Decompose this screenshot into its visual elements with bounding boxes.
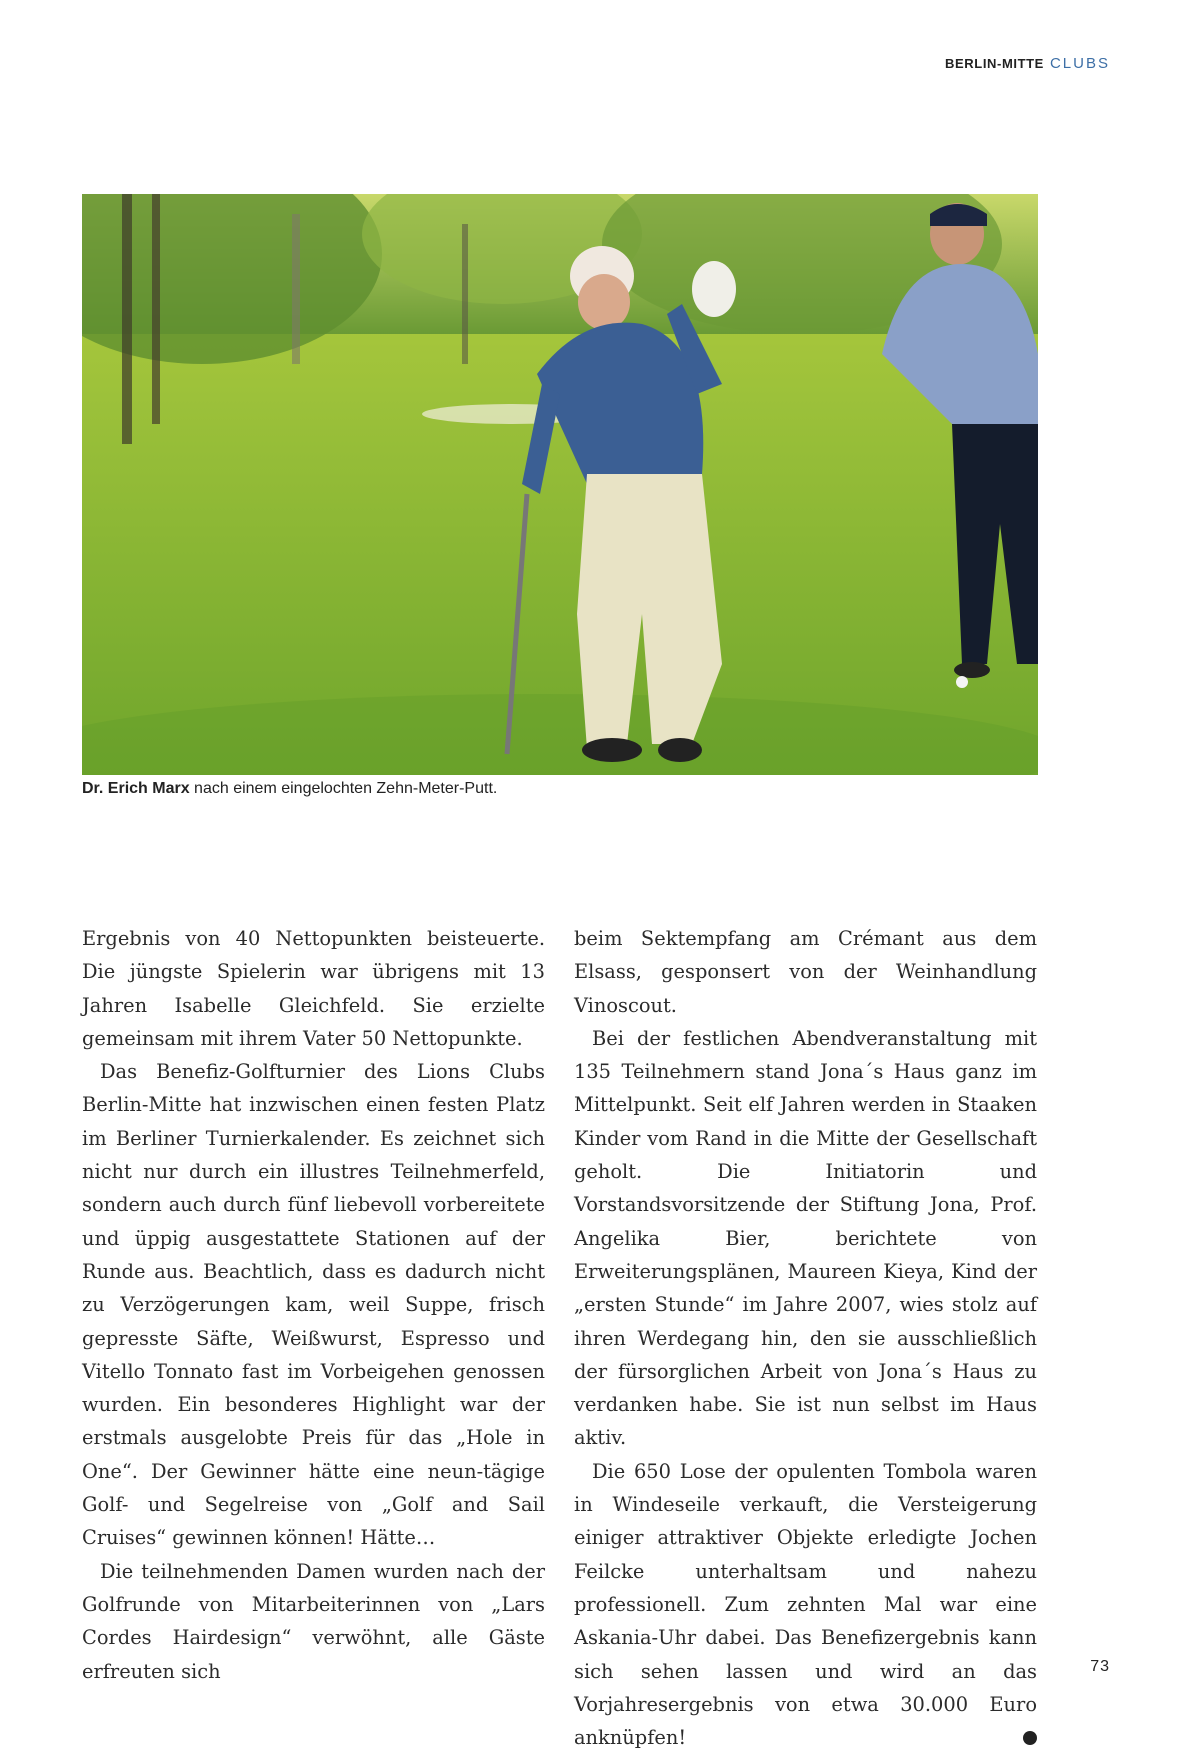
paragraph bbox=[574, 1455, 1048, 1754]
paragraph: Das Benefiz-Golfturnier des Lions Clubs Berlin-Mitte hat inzwischen einen festen Platz im Berliner Turnierkalender. Es zeichnet sich nicht nur durch ein illustres Teilnehmerfeld, sondern auch durch fünf liebevoll vorbereitete und üppig ausgestattete Stationen auf der Runde aus. Beachtlich, dass es dadurch nicht zu Verzögerungen kam, weil Suppe, frisch gepresste Säfte, Weißwurst, Espresso und Vitello Tonnato fast im Vorbeigehen genossen wurden. Ein besonderes Highlight war der erstmals ausgelobte Preis für das „Hole in One“. Der Gewinner hätte eine neun-tägige Golf- und Segelreise von „Golf and Sail Cruises“ gewinnen können! Hätte… bbox=[82, 1060, 545, 1550]
category-label: CLUBS bbox=[1049, 55, 1110, 72]
article-column-right bbox=[574, 922, 1048, 1754]
paragraph-text: Die 650 Lose der opulenten Tombola waren in Windeseile verkauft, die Versteigerung einiger attraktiver Objekte erledigte Jochen Feilcke unterhaltsam und nahezu professionell. Zum zehnten Mal war eine Askania-Uhr dabei. Das Benefizergebnis kann sich sehen lassen und wird an das Vorjahresergebnis von etwa 30.000 Euro anknüpfen! bbox=[574, 1459, 1037, 1750]
paragraph: Die teilnehmenden Damen wurden nach der Golfrunde von Mitarbeiterinnen von „Lars Cordes Hairdesign“ verwöhnt, alle Gäste erfreuten sich bbox=[82, 1559, 545, 1683]
article-column-left bbox=[82, 922, 545, 1688]
running-head bbox=[945, 55, 1110, 72]
paragraph: beim Sektempfang am Crémant aus dem Elsass, gesponsert von der Weinhandlung Vinoscout. bbox=[574, 927, 1037, 1017]
paragraph: Ergebnis von 40 Nettopunkten beisteuerte. Die jüngste Spielerin war übrigens mit 13 Jahren Isabelle Gleichfeld. Sie erzielte gemeinsam mit ihrem Vater 50 Nettopunkte. bbox=[82, 927, 545, 1050]
photo-caption bbox=[82, 780, 497, 798]
page-number: 73 bbox=[1090, 1658, 1110, 1675]
golf-photo bbox=[82, 194, 1038, 775]
caption-text: nach einem eingelochten Zehn-Meter-Putt. bbox=[189, 780, 498, 797]
section-label: BERLIN-MITTE bbox=[945, 56, 1044, 71]
caption-name: Dr. Erich Marx bbox=[82, 780, 190, 797]
end-mark-icon: L bbox=[1023, 1731, 1037, 1745]
photo-golf-icon bbox=[82, 194, 1038, 775]
paragraph: Bei der festlichen Abendveranstaltung mit 135 Teilnehmern stand Jona´s Haus ganz im Mittelpunkt. Seit elf Jahren werden in Staaken Kinder vom Rand in die Mitte der Gesellschaft geholt. Die Initiatorin und Vorstandsvorsitzende der Stiftung Jona, Prof. Angelika Bier, berichtete von Erweiterungsplänen, Maureen Kieya, Kind der „ersten Stunde“ im Jahre 2007, wies stolz auf ihren Werdegang hin, den sie ausschließlich der fürsorglichen Arbeit von Jona´s Haus zu verdanken habe. Sie ist nun selbst im Haus aktiv. bbox=[574, 1026, 1037, 1450]
